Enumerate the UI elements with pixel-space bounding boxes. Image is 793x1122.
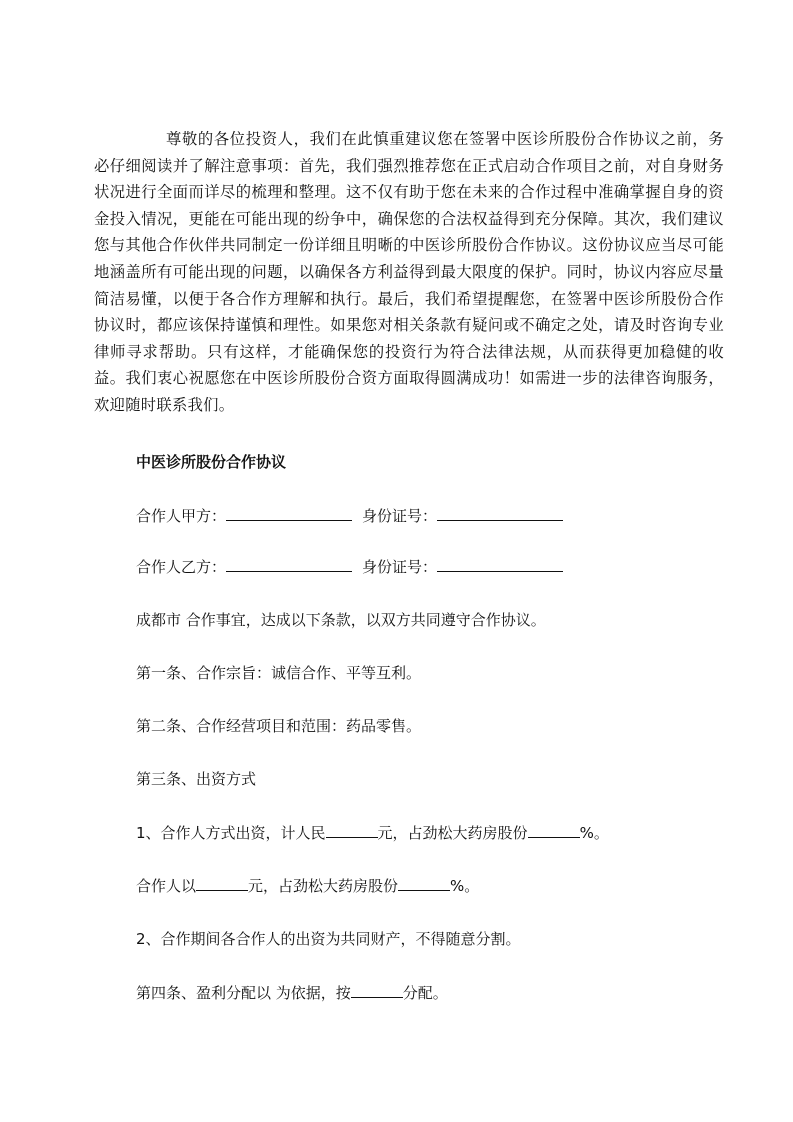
- party-b-label: 合作人乙方：: [136, 558, 227, 576]
- article4-text-1: 第四条、盈利分配以 为依据，按: [136, 984, 351, 1002]
- item1-share-blank: [528, 823, 580, 838]
- party-a-blank: [226, 506, 352, 521]
- article-3-item-1: [136, 823, 609, 843]
- party-a-id-blank: [437, 506, 563, 521]
- article4-blank: [351, 983, 403, 998]
- item1b-text-1: 合作人以: [136, 877, 197, 895]
- intro-paragraph: 尊敬的各位投资人，我们在此慎重建议您在签署中医诊所股份合作协议之前，务必仔细阅读并了解注意事项：首先，我们强烈推荐您在正式启动合作项目之前，对自身财务状况进行全面而详尽的梳理和整理。这不仅有助于您在未来的合作过程中准确掌握自身的资金投入情况，更能在可能出现的纷争中，确保您的合法权益得到充分保障。其次，我们建议您与其他合作伙伴共同制定一份详细且明晰的中医诊所股份合作协议。这份协议应当尽可能地涵盖所有可能出现的问题，以确保各方利益得到最大限度的保护。同时，协议内容应尽量简洁易懂，以便于各合作方理解和执行。最后，我们希望提醒您，在签署中医诊所股份合作协议时，都应该保持谨慎和理性。如果您对相关条款有疑问或不确定之处，请及时咨询专业律师寻求帮助。只有这样，才能确保您的投资行为符合法律法规，从而获得更加稳健的收益。我们衷心祝愿您在中医诊所股份合资方面取得圆满成功！如需进一步的法律咨询服务，欢迎随时联系我们。: [94, 130, 724, 414]
- party-b-id-label: 身份证号：: [362, 558, 438, 576]
- party-b-blank: [226, 557, 352, 572]
- item1b-share-blank: [398, 876, 450, 891]
- party-b-row: [136, 557, 563, 577]
- article-1: 第一条、合作宗旨：诚信合作、平等互利。: [136, 664, 422, 682]
- article-3-item-1b: [136, 876, 479, 896]
- item1-text-1: 1、合作人方式出资，计人民: [136, 824, 326, 842]
- article-3-title: 第三条、出资方式: [136, 770, 257, 788]
- article4-text-2: 分配。: [402, 984, 448, 1002]
- item1-text-3: %。: [579, 824, 609, 842]
- item1-text-2: 元，占劲松大药房股份: [377, 824, 528, 842]
- party-b-id-blank: [437, 557, 563, 572]
- item1b-text-3: %。: [450, 877, 480, 895]
- agreement-title: 中医诊所股份合作协议: [136, 453, 287, 471]
- item1-amount-blank: [326, 823, 378, 838]
- article-3-item-2: 2、合作期间各合作人的出资为共同财产，不得随意分割。: [136, 930, 521, 948]
- article-2: 第二条、合作经营项目和范围：药品零售。: [136, 717, 422, 735]
- item1b-amount-blank: [196, 876, 248, 891]
- article-4: [136, 983, 448, 1003]
- party-a-row: [136, 506, 563, 526]
- item1b-text-2: 元，占劲松大药房股份: [248, 877, 399, 895]
- preamble: 成都市 合作事宜，达成以下条款，以双方共同遵守合作协议。: [136, 611, 546, 629]
- party-a-label: 合作人甲方：: [136, 507, 227, 525]
- party-a-id-label: 身份证号：: [362, 507, 438, 525]
